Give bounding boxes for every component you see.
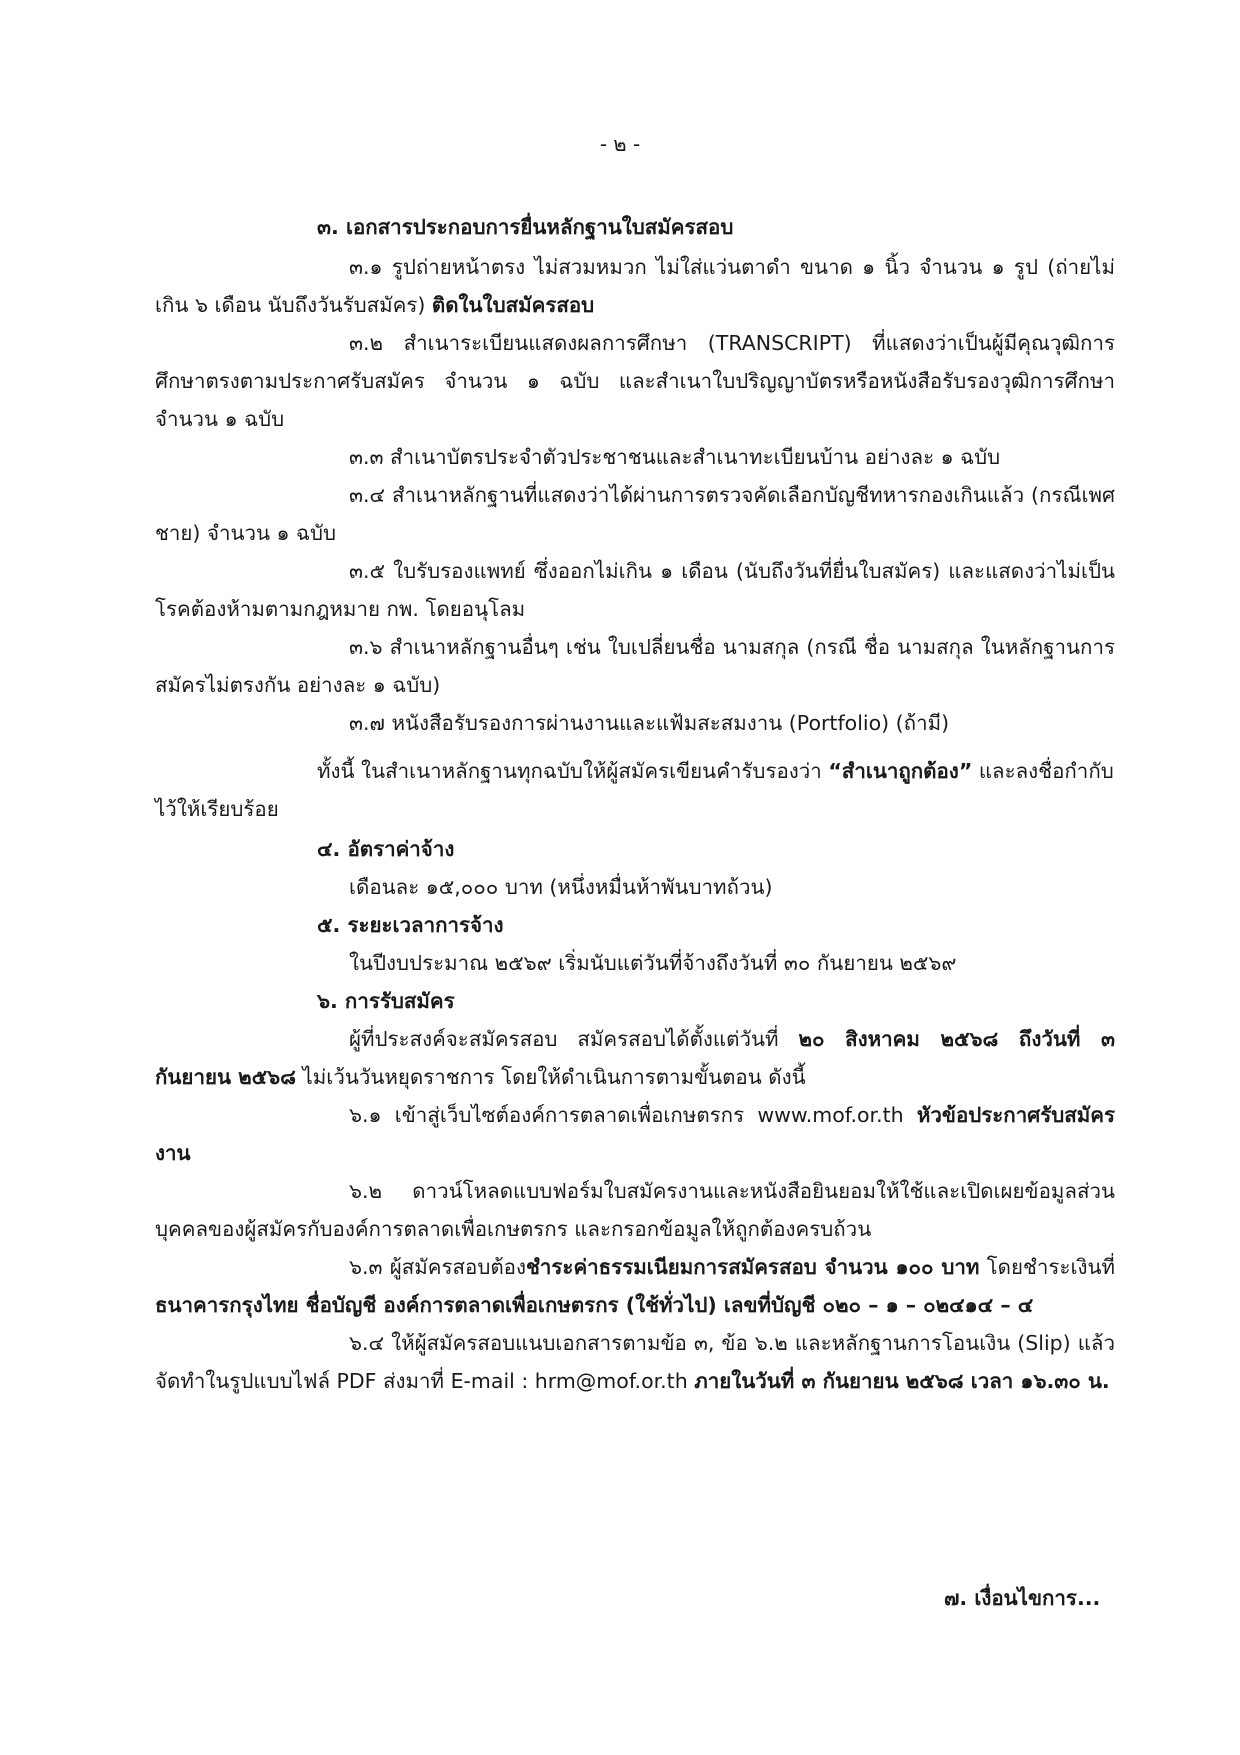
item-6-1: ๖.๑ เข้าสู่เว็บไซต์องค์การตลาดเพื่อเกษตรกร www.mof.or.th หัวข้อประกาศรับสมัครงาน xyxy=(155,1103,1115,1165)
item-3-4: ๓.๔ สำเนาหลักฐานที่แสดงว่าได้ผ่านการตรวจคัดเลือกบัญชีทหารกองเกินแล้ว (กรณีเพศชาย) จำนวน ๑ ฉบับ xyxy=(155,483,1115,545)
section-5-text: ในปีงบประมาณ ๒๕๖๙ เริ่มนับแต่วันที่จ้างถึงวันที่ ๓๐ กันยายน ๒๕๖๙ xyxy=(349,951,957,975)
item-3-3: ๓.๓ สำเนาบัตรประจำตัวประชาชนและสำเนาทะเบียนบ้าน อย่างละ ๑ ฉบับ xyxy=(349,445,1001,469)
next-page-continuation: ๗. เงื่อนไขการ... xyxy=(944,1586,1101,1610)
section-3-heading: ๓. เอกสารประกอบการยื่นหลักฐานใบสมัครสอบ xyxy=(317,215,734,239)
section-6-intro: ผู้ที่ประสงค์จะสมัครสอบ สมัครสอบได้ตั้งแต่วันที่ ๒๐ สิงหาคม ๒๕๖๘ ถึงวันที่ ๓ กันยายน ๒๕๖๘ ไม่เว้นวันหยุดราชการ โดยให้ดำเนินการตามขั้นตอน ดังนี้ xyxy=(155,1027,1115,1089)
item-3-2: ๓.๒ สำเนาระเบียนแสดงผลการศึกษา (TRANSCRIPT) ที่แสดงว่าเป็นผู้มีคุณวุฒิการศึกษาตรงตามประกาศรับสมัคร จำนวน ๑ ฉบับ และสำเนาใบปริญญาบัตรหรือหนังสือรับรองวุฒิการศึกษา จำนวน ๑ ฉบับ xyxy=(155,331,1115,431)
item-6-4: ๖.๔ ให้ผู้สมัครสอบแนบเอกสารตามข้อ ๓, ข้อ ๖.๒ และหลักฐานการโอนเงิน (Slip) แล้วจัดทำในรูปแบบไฟล์ PDF ส่งมาที่ E-mail : hrm@mof.or.th ภายในวันที่ ๓ กันยายน ๒๕๖๘ เวลา ๑๖.๓๐ น. xyxy=(155,1331,1115,1393)
item-3-6: ๓.๖ สำเนาหลักฐานอื่นๆ เช่น ใบเปลี่ยนชื่อ นามสกุล (กรณี ชื่อ นามสกุล ในหลักฐานการสมัครไม่ตรงกัน อย่างละ ๑ ฉบับ) xyxy=(155,635,1115,697)
section-6-heading: ๖. การรับสมัคร xyxy=(317,989,455,1013)
item-3-5: ๓.๕ ใบรับรองแพทย์ ซึ่งออกไม่เกิน ๑ เดือน (นับถึงวันที่ยื่นใบสมัคร) และแสดงว่าไม่เป็นโรคต้องห้ามตามกฎหมาย กพ. โดยอนุโลม xyxy=(155,559,1115,621)
item-3-1: ๓.๑ รูปถ่ายหน้าตรง ไม่สวมหมวก ไม่ใส่แว่นตาดำ ขนาด ๑ นิ้ว จำนวน ๑ รูป (ถ่ายไม่เกิน ๖ เดือน นับถึงวันรับสมัคร) ติดในใบสมัครสอบ xyxy=(155,255,1115,317)
item-6-3: ๖.๓ ผู้สมัครสอบต้องชำระค่าธรรมเนียมการสมัครสอบ จำนวน ๑๐๐ บาท โดยชำระเงินที่ธนาคารกรุงไทย ชื่อบัญชี องค์การตลาดเพื่อเกษตรกร (ใช้ทั่วไป) เลขที่บัญชี ๐๒๐ – ๑ – ๐๒๔๑๔ – ๔ xyxy=(155,1255,1115,1317)
section-4-text: เดือนละ ๑๕,๐๐๐ บาท (หนึ่งหมื่นห้าพันบาทถ้วน) xyxy=(349,875,773,899)
section-4-heading: ๔. อัตราค่าจ้าง xyxy=(317,837,455,861)
document-body xyxy=(155,208,1115,1400)
section-5-heading: ๕. ระยะเวลาการจ้าง xyxy=(317,913,504,937)
item-6-2: ๖.๒ ดาวน์โหลดแบบฟอร์มใบสมัครงานและหนังสือยินยอมให้ใช้และเปิดเผยข้อมูลส่วนบุคคลของผู้สมัครกับองค์การตลาดเพื่อเกษตรกร และกรอกข้อมูลให้ถูกต้องครบถ้วน xyxy=(155,1179,1115,1241)
section-3-note: ทั้งนี้ ในสำเนาหลักฐานทุกฉบับให้ผู้สมัครเขียนคำรับรองว่า “สำเนาถูกต้อง” และลงชื่อกำกับไว้ให้เรียบร้อย xyxy=(155,759,1114,821)
page-number: - ๒ - xyxy=(599,132,641,156)
item-3-7: ๓.๗ หนังสือรับรองการผ่านงานและแฟ้มสะสมงาน (Portfolio) (ถ้ามี) xyxy=(349,711,950,735)
